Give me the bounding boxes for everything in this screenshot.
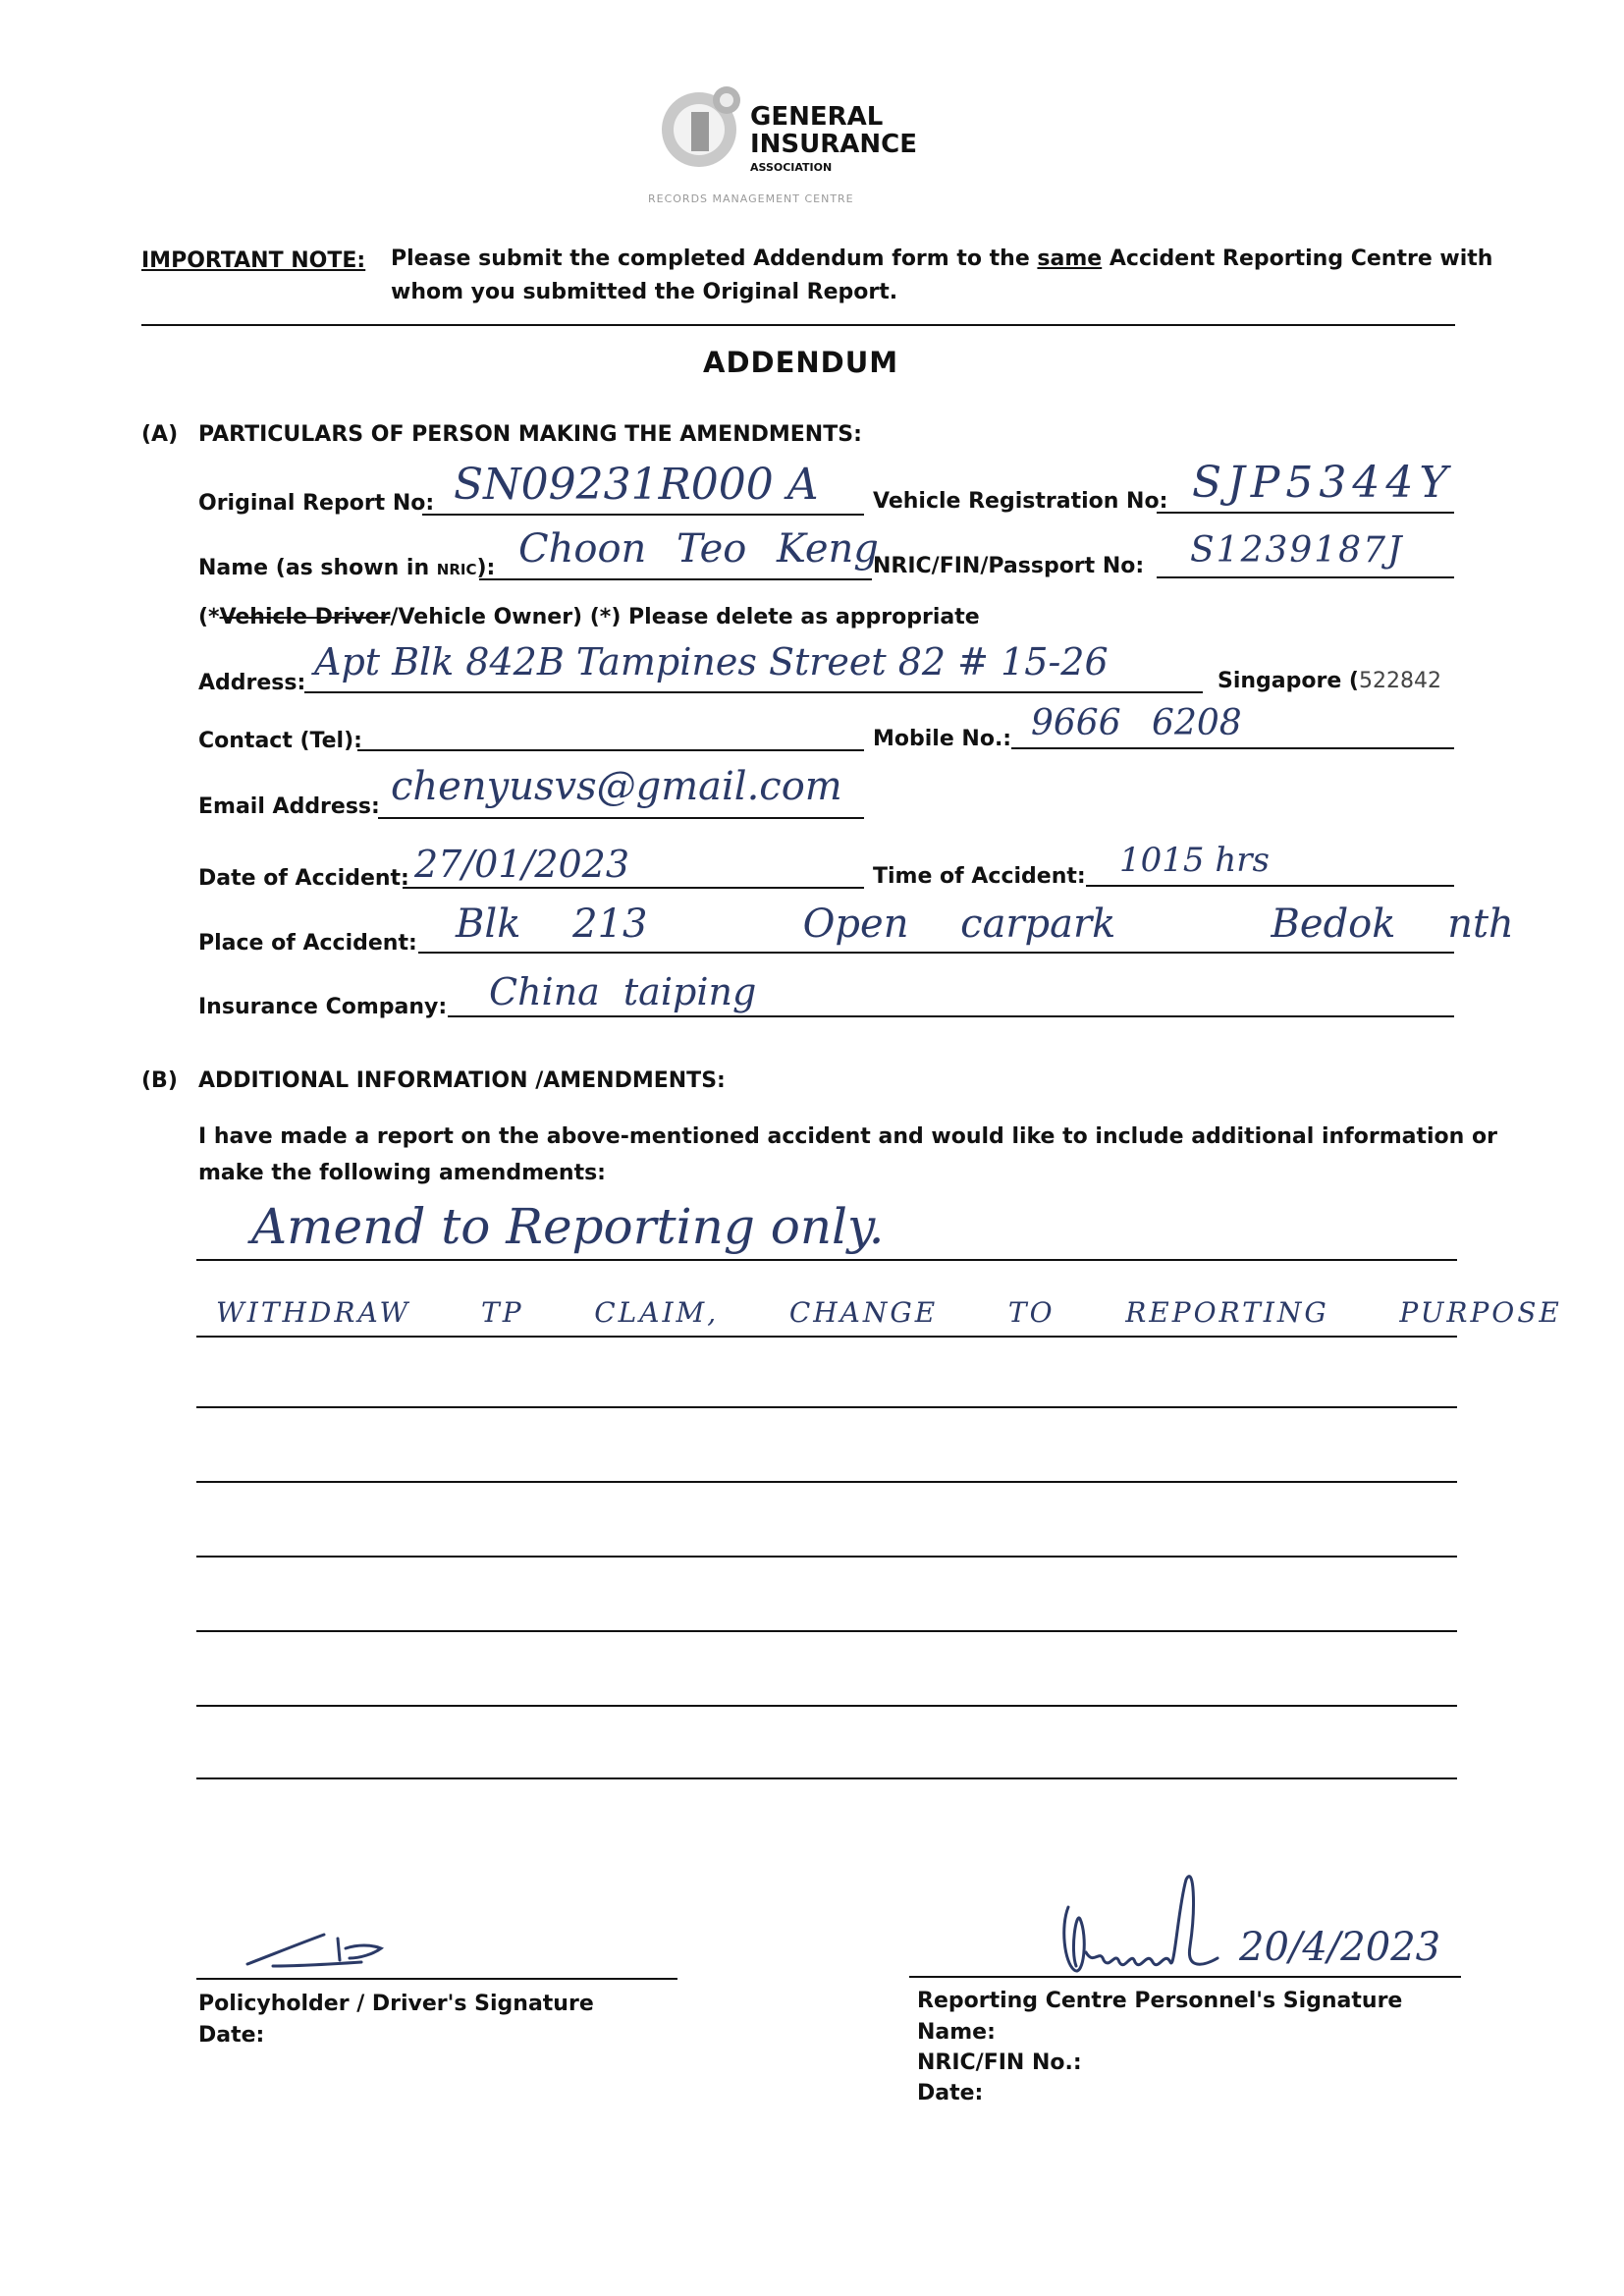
- centre-personnel-date-label: Date:: [917, 2081, 984, 2105]
- policyholder-date-label: Date:: [198, 2023, 265, 2048]
- mobile-label: Mobile No.:: [873, 727, 1012, 751]
- mobile-field[interactable]: 9666 6208: [1031, 703, 1242, 743]
- centre-personnel-signature-label: Reporting Centre Personnel's Signature: [917, 1989, 1403, 2013]
- amendment-line-1[interactable]: Amend to Reporting only.: [251, 1198, 885, 1255]
- insurer-line: [448, 1015, 1454, 1017]
- contact-label: Contact (Tel):: [198, 729, 362, 753]
- nric-field[interactable]: S1239187J: [1190, 530, 1404, 571]
- amendment-line-2[interactable]: WITHDRAW TP CLAIM, CHANGE TO REPORTING PURPOSE: [216, 1296, 1562, 1329]
- mobile-line: [1011, 747, 1454, 749]
- nric-line: [1157, 576, 1454, 578]
- gia-emblem-icon: [648, 73, 756, 181]
- date-label: Date of Accident:: [198, 866, 409, 891]
- logo-line1: GENERAL: [750, 102, 884, 132]
- vehicle-reg-line: [1157, 512, 1454, 514]
- policyholder-signature: [244, 1915, 401, 1974]
- important-note-text-line2: whom you submitted the Original Report.: [391, 280, 898, 304]
- singapore-label: Singapore (522842: [1218, 669, 1441, 693]
- name-field[interactable]: Choon Teo Keng: [518, 526, 879, 572]
- driver-owner-note: (*Vehicle Driver/Vehicle Owner) (*) Please delete as appropriate: [198, 605, 980, 629]
- section-a-number: (A): [141, 422, 179, 447]
- section-a-heading: PARTICULARS OF PERSON MAKING THE AMENDMENTS:: [198, 422, 862, 447]
- date-field[interactable]: 27/01/2023: [414, 843, 630, 886]
- vehicle-reg-field[interactable]: SJP5344Y: [1192, 458, 1454, 508]
- section-b-heading: ADDITIONAL INFORMATION /AMENDMENTS:: [198, 1068, 726, 1093]
- place-label: Place of Accident:: [198, 931, 417, 956]
- contact-line: [357, 749, 864, 751]
- section-b-number: (B): [141, 1068, 178, 1093]
- policyholder-signature-line: [196, 1978, 677, 1980]
- place-line: [418, 952, 1454, 954]
- time-line: [1086, 885, 1454, 887]
- centre-personnel-date-field[interactable]: 20/4/2023: [1239, 1925, 1441, 1970]
- email-field[interactable]: chenyusvs@gmail.com: [391, 764, 842, 809]
- report-no-label: Original Report No:: [198, 491, 435, 516]
- report-no-line: [422, 514, 864, 516]
- logo-subtitle: RECORDS MANAGEMENT CENTRE: [648, 192, 854, 205]
- important-note-text: Please submit the completed Addendum form to the same Accident Reporting Centre with: [391, 246, 1493, 271]
- centre-personnel-name-label: Name:: [917, 2020, 996, 2045]
- time-label: Time of Accident:: [873, 864, 1086, 889]
- email-label: Email Address:: [198, 794, 380, 819]
- centre-personnel-nric-label: NRIC/FIN No.:: [917, 2050, 1082, 2075]
- section-b-intro-line2: make the following amendments:: [198, 1161, 606, 1185]
- nric-label: NRIC/FIN/Passport No:: [873, 554, 1145, 578]
- section-b-intro-line1: I have made a report on the above-mentioned accident and would like to include additional information or: [198, 1124, 1497, 1149]
- address-label: Address:: [198, 671, 306, 695]
- important-note-label: IMPORTANT NOTE:: [141, 248, 366, 273]
- name-label: Name (as shown in NRIC):: [198, 556, 496, 580]
- address-line: [304, 691, 1203, 693]
- note-divider: [141, 324, 1455, 326]
- logo-line2: INSURANCE: [750, 130, 918, 159]
- policyholder-signature-label: Policyholder / Driver's Signature: [198, 1992, 594, 2016]
- place-field[interactable]: Blk 213 Open carpark Bedok nth: [456, 902, 1514, 947]
- report-no-field[interactable]: SN09231R000 A: [454, 460, 819, 510]
- address-field[interactable]: Apt Blk 842B Tampines Street 82 # 15-26: [314, 640, 1109, 683]
- insurer-label: Insurance Company:: [198, 995, 448, 1019]
- page-title: ADDENDUM: [703, 346, 899, 379]
- email-line: [378, 817, 864, 819]
- logo-line3: ASSOCIATION: [750, 161, 833, 174]
- time-field[interactable]: 1015 hrs: [1119, 841, 1270, 880]
- centre-personnel-signature-line: [909, 1976, 1461, 1978]
- insurer-field[interactable]: China taiping: [489, 970, 757, 1013]
- postal-code-field[interactable]: 522842: [1359, 669, 1441, 693]
- centre-personnel-signature: [1047, 1868, 1253, 2005]
- logo: [648, 71, 943, 218]
- name-line: [479, 578, 872, 580]
- date-line: [403, 887, 864, 889]
- vehicle-reg-label: Vehicle Registration No:: [873, 489, 1168, 514]
